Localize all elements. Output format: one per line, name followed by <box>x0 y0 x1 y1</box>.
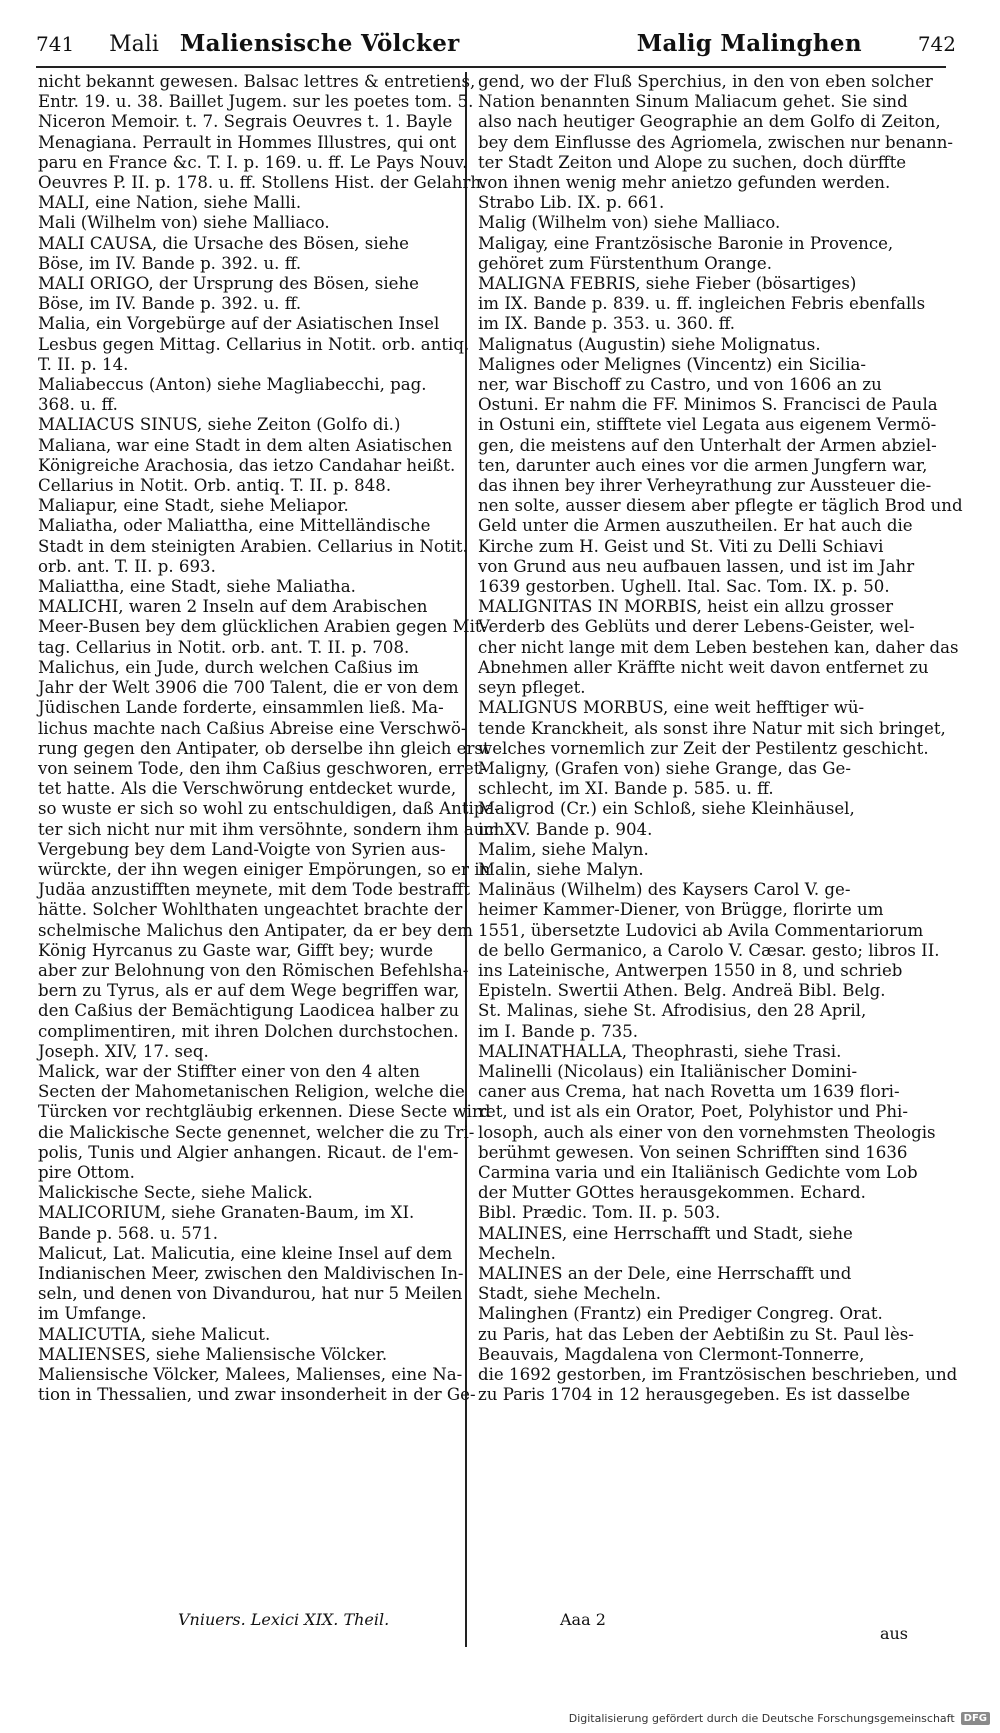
volume-signature: Vniuers. Lexici XIX. Theil. <box>178 1610 390 1629</box>
right-page-number: 742 <box>917 32 956 56</box>
left-running-head <box>36 30 460 57</box>
text-line: heimer Kammer-Diener, von Brügge, florirte um <box>478 900 884 920</box>
text-line: Malignes oder Melignes (Vincentz) ein Sicilia- <box>478 354 867 374</box>
text-line: tet hatte. Als die Verschwörung entdecket wurde, <box>38 779 457 799</box>
text-line: Bande p. 568. u. 571. <box>38 1223 219 1243</box>
text-line: Malignatus (Augustin) siehe Molignatus. <box>478 334 821 354</box>
text-line: zu Paris, hat das Leben der Aebtißin zu St. Paul lès- <box>478 1324 914 1344</box>
text-line: Maliabeccus (Anton) siehe Magliabecchi, pag. <box>38 375 427 395</box>
text-line: von ihnen wenig mehr anietzo gefunden werden. <box>478 173 891 193</box>
text-line: Mali (Wilhelm von) siehe Malliaco. <box>38 213 330 233</box>
text-line: Böse, im IV. Bande p. 392. u. ff. <box>38 253 302 273</box>
text-line: Nation benannten Sinum Maliacum gehet. Sie sind <box>478 92 908 112</box>
text-line: Böse, im IV. Bande p. 392. u. ff. <box>38 294 302 314</box>
text-line: Maligny, (Grafen von) siehe Grange, das Ge- <box>478 758 851 778</box>
text-line: Menagiana. Perrault in Hommes Illustres, qui ont <box>38 132 457 152</box>
text-line: caner aus Crema, hat nach Rovetta um 1639 flori- <box>478 1082 900 1102</box>
text-line: gen, die meistens auf den Unterhalt der Armen abziel- <box>478 435 937 455</box>
text-line: MALIGNUS MORBUS, eine weit hefftiger wü- <box>478 698 865 718</box>
text-line: de bello Germanico, a Carolo V. Cæsar. gesto; libros II. <box>478 940 940 960</box>
text-line: welches vornemlich zur Zeit der Pestilentz geschicht. <box>478 738 929 758</box>
text-line: gehöret zum Fürstenthum Orange. <box>478 253 772 273</box>
text-line: Malickische Secte, siehe Malick. <box>38 1183 313 1203</box>
text-line: Maliensische Völcker, Malees, Malienses, eine Na- <box>38 1365 463 1384</box>
text-line: Episteln. Swertii Athen. Belg. Andreä Bibl. Belg. <box>478 981 886 1001</box>
text-line: Maliattha, eine Stadt, siehe Maliatha. <box>38 577 356 597</box>
text-line: ret, und ist als ein Orator, Poet, Polyhistor und Phi- <box>478 1102 908 1122</box>
right-running-head <box>637 30 956 57</box>
text-line: im IX. Bande p. 839. u. ff. ingleichen Febris ebenfalls <box>478 294 926 314</box>
text-line: paru en France &c. T. I. p. 169. u. ff. Le Pays Nouv. <box>38 152 468 172</box>
text-line: Malim, siehe Malyn. <box>478 839 649 859</box>
text-line: MALIGNA FEBRIS, siehe Fieber (bösartiges) <box>478 274 857 294</box>
text-line: MALIACUS SINUS, siehe Zeiton (Golfo di.) <box>38 415 401 435</box>
text-line: die 1692 gestorben, im Frantzösischen beschrieben, und <box>478 1365 958 1384</box>
text-line: 1639 gestorben. Ughell. Ital. Sac. Tom. IX. p. 50. <box>478 577 890 597</box>
text-line: MALINES an der Dele, eine Herrschafft und <box>478 1263 852 1283</box>
left-column <box>38 72 505 1405</box>
text-line: MALIGNITAS IN MORBIS, heist ein allzu grosser <box>478 597 894 617</box>
text-line: im Umfange. <box>38 1304 147 1324</box>
text-line: 368. u. ff. <box>38 395 118 415</box>
header-rule <box>36 66 946 68</box>
text-line: seyn pfleget. <box>478 678 586 698</box>
text-line: Stadt in dem steinigten Arabien. Cellarius in Notit. <box>38 536 468 556</box>
text-line: Meer-Busen bey dem glücklichen Arabien gegen Mit- <box>38 617 488 637</box>
text-line: berühmt gewesen. Von seinen Schrifften sind 1636 <box>478 1142 908 1162</box>
text-line: tion in Thessalien, und zwar insonderheit in der Ge- <box>38 1385 476 1405</box>
text-line: gend, wo der Fluß Sperchius, in den von eben solcher <box>478 72 933 91</box>
dfg-logo: DFG <box>961 1712 990 1725</box>
text-line: Malin, siehe Malyn. <box>478 859 644 879</box>
text-line: im XV. Bande p. 904. <box>478 819 653 839</box>
text-line: lichus machte nach Caßius Abreise eine Verschwö- <box>38 718 467 738</box>
left-head-plain: Mali <box>109 32 159 57</box>
text-line: MALICUTIA, siehe Malicut. <box>38 1324 271 1344</box>
text-line: so wuste er sich so wohl zu entschuldigen, daß Antipa- <box>38 799 500 819</box>
text-line: zu Paris 1704 in 12 herausgegeben. Es ist dasselbe <box>478 1385 911 1405</box>
text-line: bey dem Einflusse des Agriomela, zwischen nur benann- <box>478 132 954 152</box>
text-line: ins Lateinische, Antwerpen 1550 in 8, und schrieb <box>478 960 903 980</box>
text-line: MALI, eine Nation, siehe Malli. <box>38 193 302 213</box>
text-line: Indianischen Meer, zwischen den Maldivischen In- <box>38 1263 464 1283</box>
dfg-notice-text: Digitalisierung gefördert durch die Deutsche Forschungsgemeinschaft <box>568 1712 955 1725</box>
text-line: Judäa anzustifften meynete, mit dem Tode bestrafft <box>38 880 471 900</box>
text-line: Maliatha, oder Maliattha, eine Mittelländische <box>38 516 431 536</box>
text-line: MALI ORIGO, der Ursprung des Bösen, siehe <box>38 274 419 294</box>
text-line: Lesbus gegen Mittag. Cellarius in Notit. orb. antiq. <box>38 334 470 354</box>
text-line: Secten der Mahometanischen Religion, welche die <box>38 1082 465 1102</box>
text-line: MALINES, eine Herrschafft und Stadt, siehe <box>478 1223 853 1243</box>
text-line: Kirche zum H. Geist und St. Viti zu Delli Schiavi <box>478 536 884 556</box>
text-line: Malicut, Lat. Malicutia, eine kleine Insel auf dem <box>38 1243 453 1263</box>
text-line: Cellarius in Notit. Orb. antiq. T. II. p. 848. <box>38 476 392 496</box>
text-line: Ostuni. Er nahm die FF. Minimos S. Francisci de Paula <box>478 395 938 415</box>
text-line: St. Malinas, siehe St. Afrodisius, den 28 April, <box>478 1001 867 1021</box>
sheet-signature: Aaa 2 <box>560 1610 606 1629</box>
text-line: schelmische Malichus den Antipater, da er bey dem <box>38 920 474 940</box>
text-line: Maligrod (Cr.) ein Schloß, siehe Kleinhäusel, <box>478 799 855 819</box>
text-line: Mecheln. <box>478 1243 556 1263</box>
text-line: orb. ant. T. II. p. 693. <box>38 556 216 576</box>
text-line: ter sich nicht nur mit ihm versöhnte, sondern ihm auch <box>38 819 505 839</box>
text-line: cher nicht lange mit dem Leben bestehen kan, daher das <box>478 637 959 657</box>
text-line: Verderb des Geblüts und derer Lebens-Geister, wel- <box>478 617 915 637</box>
left-head-bold: Maliensische Völcker <box>179 30 460 57</box>
text-line: Bibl. Prædic. Tom. II. p. 503. <box>478 1203 721 1223</box>
text-line: aber zur Belohnung von den Römischen Befehlsha- <box>38 960 469 980</box>
text-line: MALICHI, waren 2 Inseln auf dem Arabischen <box>38 597 428 617</box>
catchword: aus <box>879 1624 908 1643</box>
text-line: Stadt, siehe Mecheln. <box>478 1284 662 1304</box>
text-line: seln, und denen von Divandurou, hat nur 5 Meilen <box>38 1284 463 1304</box>
text-line: nen solte, ausser diesem aber pflegte er täglich Brod und <box>478 496 963 516</box>
text-line: MALI CAUSA, die Ursache des Bösen, siehe <box>38 233 409 253</box>
text-line: Maligay, eine Frantzösische Baronie in Provence, <box>478 233 894 253</box>
text-line: Jüdischen Lande forderte, einsammlen ließ. Ma- <box>38 698 444 718</box>
dfg-notice <box>569 1712 990 1725</box>
text-line: im I. Bande p. 735. <box>478 1021 639 1041</box>
text-line: MALINATHALLA, Theophrasti, siehe Trasi. <box>478 1041 842 1061</box>
text-line: schlecht, im XI. Bande p. 585. u. ff. <box>478 779 774 799</box>
text-line: losoph, auch als einer von den vornehmsten Theologis <box>478 1122 936 1142</box>
text-line: im IX. Bande p. 353. u. 360. ff. <box>478 314 736 334</box>
text-line: den Caßius der Bemächtigung Laodicea halber zu <box>38 1001 460 1021</box>
text-line: hätte. Solcher Wohlthaten ungeachtet brachte der <box>38 900 463 920</box>
text-line: Beauvais, Magdalena von Clermont-Tonnerre, <box>478 1344 865 1364</box>
left-page-number: 741 <box>36 32 75 56</box>
text-line: polis, Tunis und Algier anhangen. Ricaut. de l'em- <box>38 1142 459 1162</box>
text-line: nicht bekannt gewesen. Balsac lettres & entretiens, <box>38 72 476 91</box>
text-line: Geld unter die Armen auszutheilen. Er hat auch die <box>478 516 913 536</box>
text-line: Türcken vor rechtgläubig erkennen. Diese Secte wird <box>38 1102 491 1122</box>
text-line: Jahr der Welt 3906 die 700 Talent, die er von dem <box>38 678 459 698</box>
text-line: Niceron Memoir. t. 7. Segrais Oeuvres t. 1. Bayle <box>38 112 453 132</box>
text-line: Joseph. XIV, 17. seq. <box>38 1041 209 1061</box>
text-line: von seinem Tode, den ihm Caßius geschworen, erret- <box>38 758 487 778</box>
text-line: bern zu Tyrus, als er auf dem Wege begriffen war, <box>38 981 460 1001</box>
text-line: ter Stadt Zeiton und Alope zu suchen, doch dürffte <box>478 152 907 172</box>
text-line: pire Ottom. <box>38 1162 135 1182</box>
text-line: Malinelli (Nicolaus) ein Italiänischer Domini- <box>478 1061 858 1081</box>
text-line: Malick, war der Stiffter einer von den 4 alten <box>38 1061 420 1081</box>
text-line: ten, darunter auch eines vor die armen Jungfern war, <box>478 455 928 475</box>
footer-line <box>38 1610 948 1643</box>
text-line: Malichus, ein Jude, durch welchen Caßius im <box>38 657 419 677</box>
text-line: Maliana, war eine Stadt in dem alten Asiatischen <box>38 435 453 455</box>
text-line: ner, war Bischoff zu Castro, und von 1606 an zu <box>478 375 882 395</box>
right-column <box>478 72 963 1405</box>
text-line: 1551, übersetzte Ludovici ab Avila Commentariorum <box>478 920 924 940</box>
text-line: rung gegen den Antipater, ob derselbe ihn gleich erst <box>38 738 490 758</box>
text-line: Oeuvres P. II. p. 178. u. ff. Stollens Hist. der Gelahrh. <box>38 173 487 193</box>
text-line: Königreiche Arachosia, das ietzo Candahar heißt. <box>38 455 456 475</box>
text-line: Malig (Wilhelm von) siehe Malliaco. <box>478 213 781 233</box>
text-line: Malinäus (Wilhelm) des Kaysers Carol V. ge- <box>478 880 851 900</box>
text-line: der Mutter GOttes herausgekommen. Echard. <box>478 1183 866 1203</box>
text-line: tag. Cellarius in Notit. orb. ant. T. II. p. 708. <box>38 637 410 657</box>
text-line: in Ostuni ein, stifftete viel Legata aus eigenem Vermö- <box>478 415 937 435</box>
text-line: König Hyrcanus zu Gaste war, Gifft bey; wurde <box>38 940 434 960</box>
text-line: Entr. 19. u. 38. Baillet Jugem. sur les poetes tom. 5. <box>38 92 474 112</box>
text-line: Abnehmen aller Kräffte nicht weit davon entfernet zu <box>478 657 929 677</box>
text-line: Carmina varia und ein Italiänisch Gedichte vom Lob <box>478 1162 918 1182</box>
text-line: complimentiren, mit ihren Dolchen durchstochen. <box>38 1021 459 1041</box>
text-line: Vergebung bey dem Land-Voigte von Syrien aus- <box>38 839 446 859</box>
text-line: tende Kranckheit, als sonst ihre Natur mit sich bringet, <box>478 718 946 738</box>
text-line: Maliapur, eine Stadt, siehe Meliapor. <box>38 496 349 516</box>
text-line: MALICORIUM, siehe Granaten-Baum, im XI. <box>38 1203 415 1223</box>
text-line: MALIENSES, siehe Maliensische Völcker. <box>38 1344 388 1364</box>
text-line: Strabo Lib. IX. p. 661. <box>478 193 665 213</box>
text-line: von Grund aus neu aufbauen lassen, und ist im Jahr <box>478 556 915 576</box>
right-head-bold: Malig Malinghen <box>636 30 862 57</box>
text-line: Malinghen (Frantz) ein Prediger Congreg. Orat. <box>478 1304 883 1324</box>
text-line: also nach heutiger Geographie an dem Golfo di Zeiton, <box>478 112 941 132</box>
text-line: T. II. p. 14. <box>38 354 129 374</box>
text-line: Malia, ein Vorgebürge auf der Asiatischen Insel <box>38 314 440 334</box>
text-line: würckte, der ihn wegen einiger Empörungen, so er in <box>38 859 491 879</box>
text-line: die Malickische Secte genennet, welcher die zu Tri- <box>38 1122 475 1142</box>
text-line: das ihnen bey ihrer Verheyrathung zur Aussteuer die- <box>478 476 932 496</box>
